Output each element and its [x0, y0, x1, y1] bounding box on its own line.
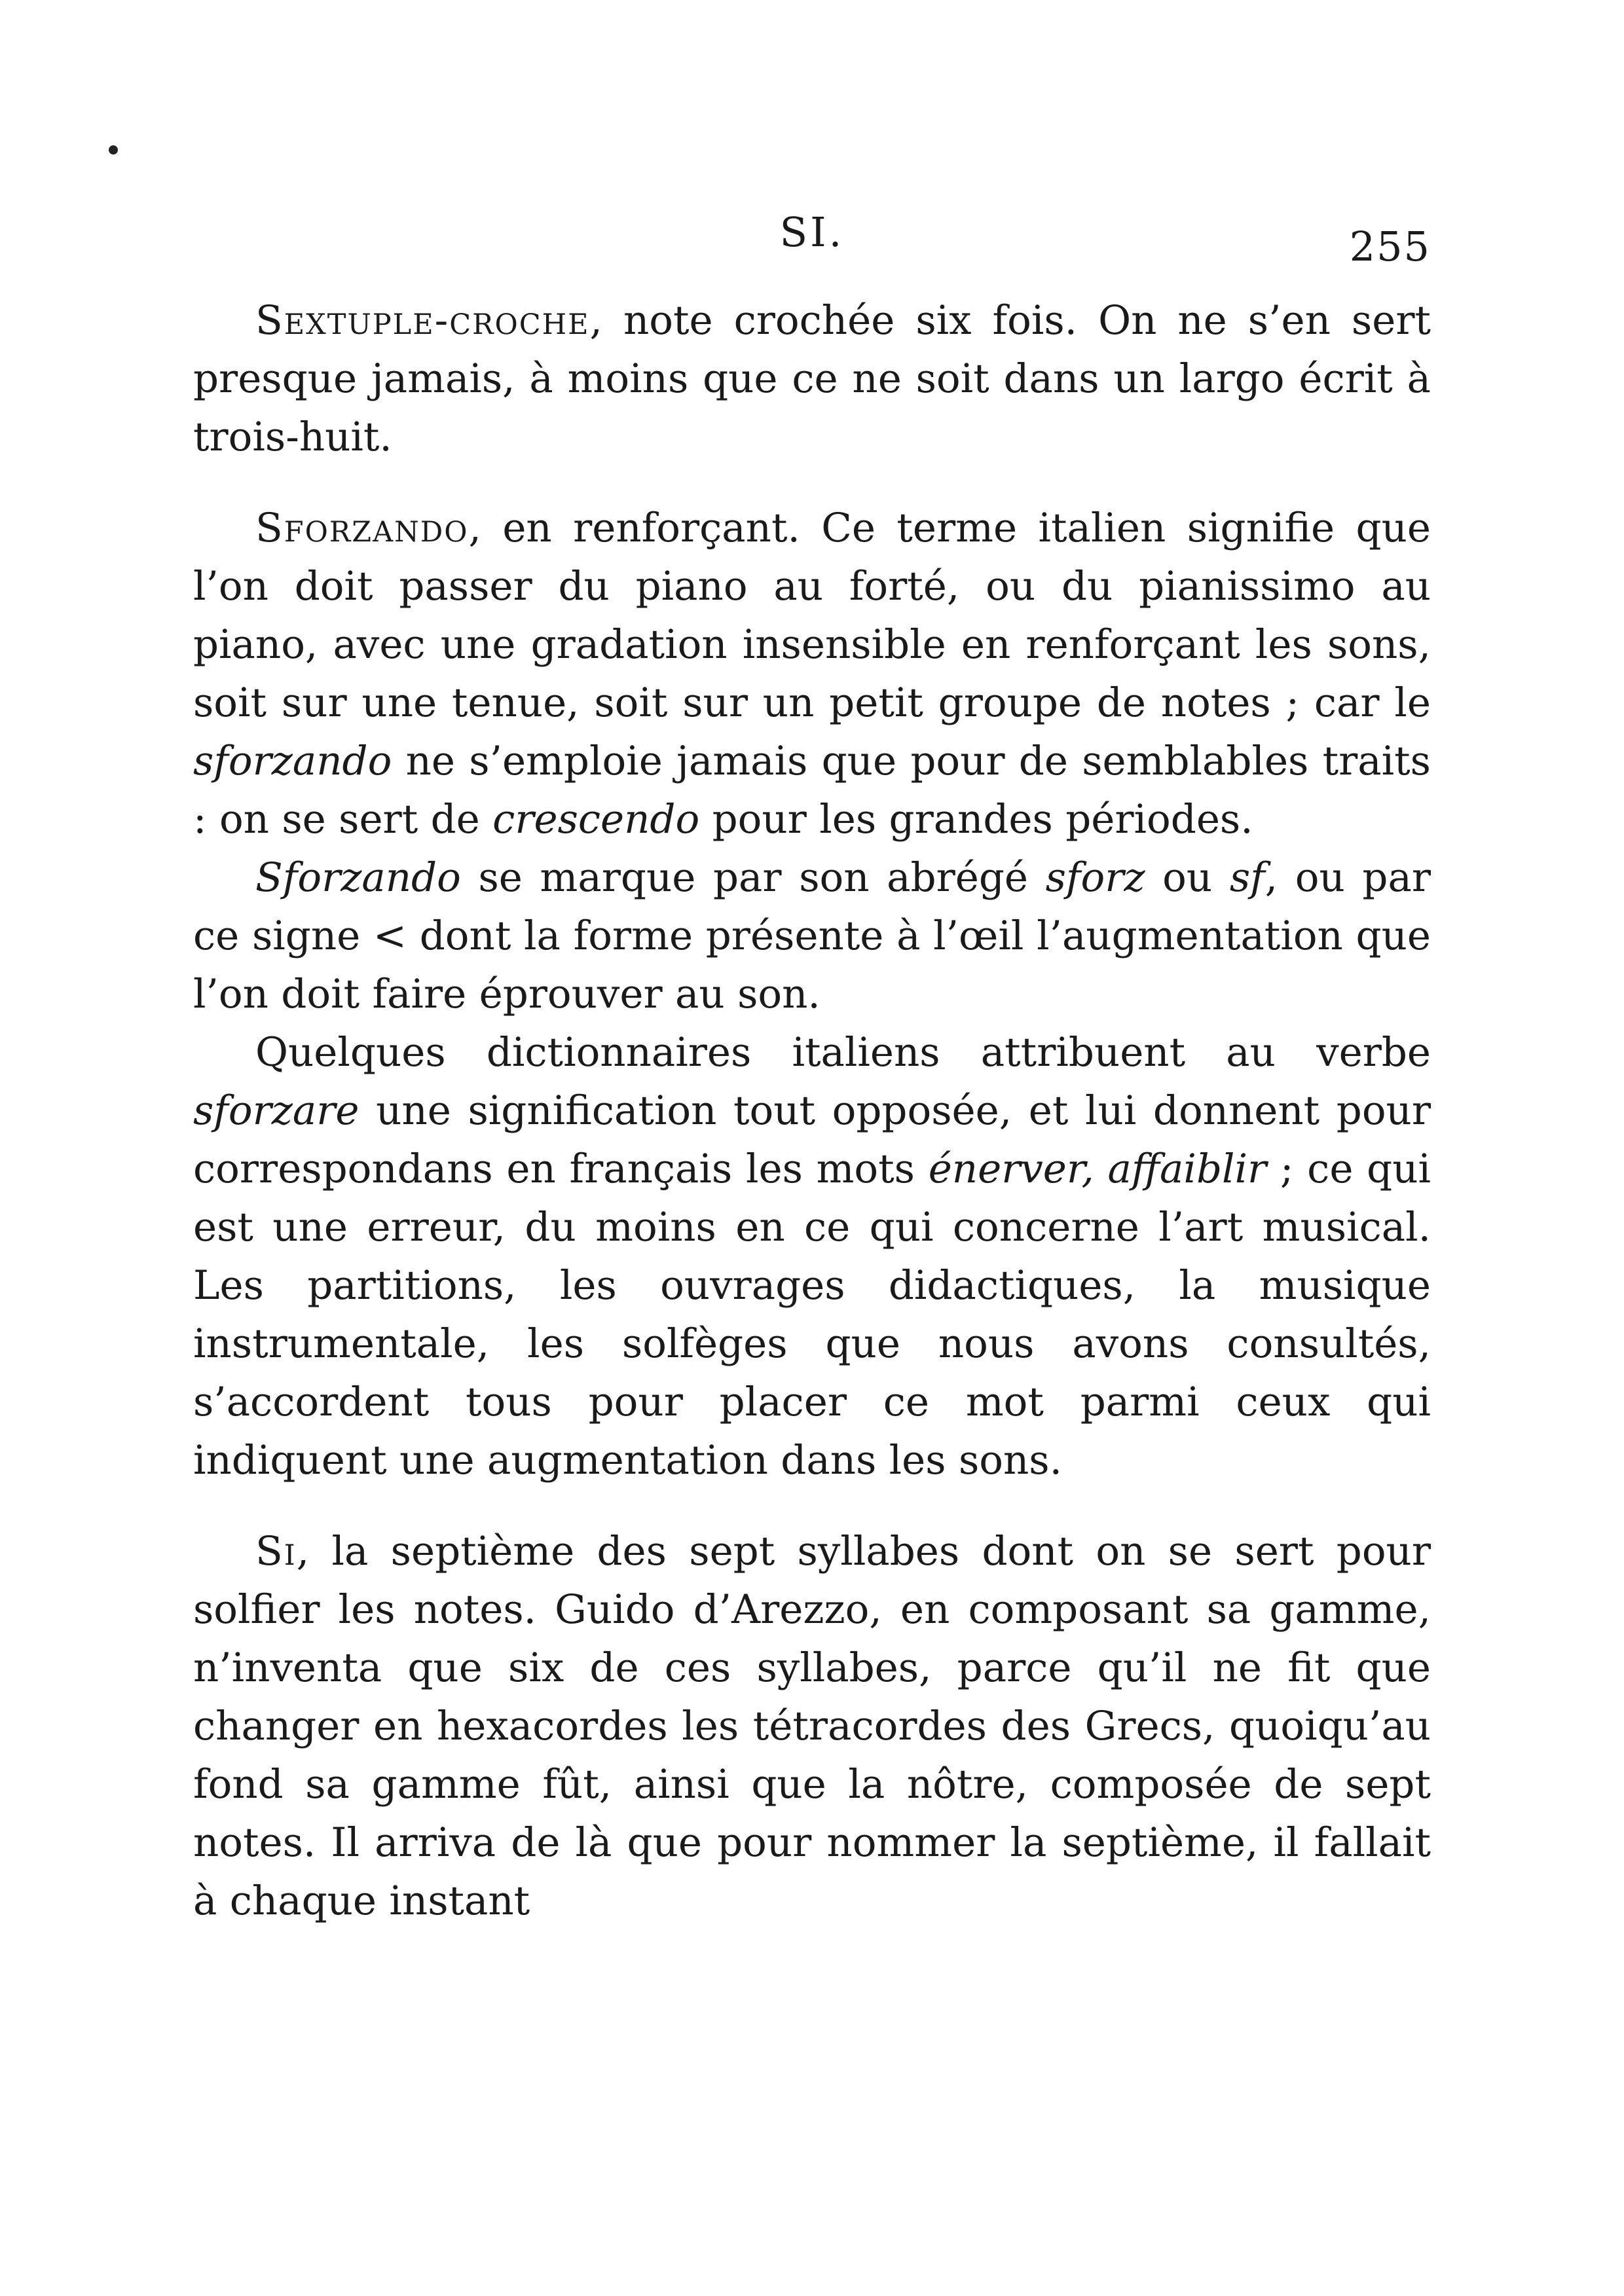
- text-run: Quelques dictionnaires italiens attribuent au verbe: [255, 1029, 1431, 1076]
- headword: Sforzando: [255, 505, 469, 551]
- italic-term: sf: [1229, 854, 1265, 901]
- italic-term: sforzare: [193, 1087, 360, 1134]
- text-run: pour les grandes périodes.: [699, 796, 1253, 843]
- text-run: , ou par ce signe < dont la forme présente à l’œil l’augmentation que l’on doit faire éprouver au son.: [193, 854, 1431, 1017]
- paragraph-sforzando-marking: [193, 848, 1431, 1023]
- text-run: se marque par son abrégé: [460, 854, 1046, 901]
- headword: Sextuple-croche: [255, 297, 590, 344]
- entry-si: [193, 1522, 1431, 1930]
- text-run: une signification tout opposée, et lui donnent pour correspondans en français les mots: [193, 1087, 1431, 1192]
- italic-term: crescendo: [492, 796, 700, 843]
- italic-term: sforzando: [193, 738, 392, 784]
- page-number: 255: [1349, 223, 1431, 270]
- body-text: [193, 291, 1431, 1930]
- italic-term: Sforzando: [255, 854, 461, 901]
- text-run: , note crochée six fois. On ne s’en sert presque jamais, à moins que ce ne soit dans un largo écrit à trois-huit.: [193, 297, 1431, 460]
- headword: Si: [255, 1528, 297, 1575]
- text-run: ne s’emploie jamais que pour de semblables traits : on se sert de: [193, 738, 1431, 843]
- paragraph-sforzare: [193, 1023, 1431, 1489]
- entry-sextuple-croche: [193, 291, 1431, 466]
- italic-term: sforz: [1045, 854, 1145, 901]
- entry-sforzando: [193, 499, 1431, 848]
- italic-term: énerver, affaiblir: [928, 1146, 1267, 1192]
- running-head: SI.: [779, 208, 845, 256]
- page-header: [193, 208, 1431, 280]
- ink-speck: [109, 145, 118, 155]
- text-run: , en renforçant. Ce terme italien signifie que l’on doit passer du piano au forté, ou du pianissimo au piano, avec une gradation insensible en renforçant les sons, soit sur une tenue, soit sur un petit groupe de notes ; car le: [193, 505, 1431, 726]
- text-run: ; ce qui est une erreur, du moins en ce qui concerne l’art musical. Les partitions, les ouvrages didactiques, la musique instrumentale, les solfèges que nous avons consultés, s’accordent tous pour placer ce mot parmi ceux qui indiquent une augmentation dans les sons.: [193, 1146, 1431, 1484]
- text-run: , la septième des sept syllabes dont on se sert pour solfier les notes. Guido d’Arezzo, en composant sa gamme, n’inventa que six de ces syllabes, parce qu’il ne fit que changer en hexacordes les tétracordes des Grecs, quoiqu’au fond sa gamme fût, ainsi que la nôtre, composée de sept notes. Il arriva de là que pour nommer la septième, il fallait à chaque instant: [193, 1528, 1431, 1924]
- text-run: ou: [1145, 854, 1230, 901]
